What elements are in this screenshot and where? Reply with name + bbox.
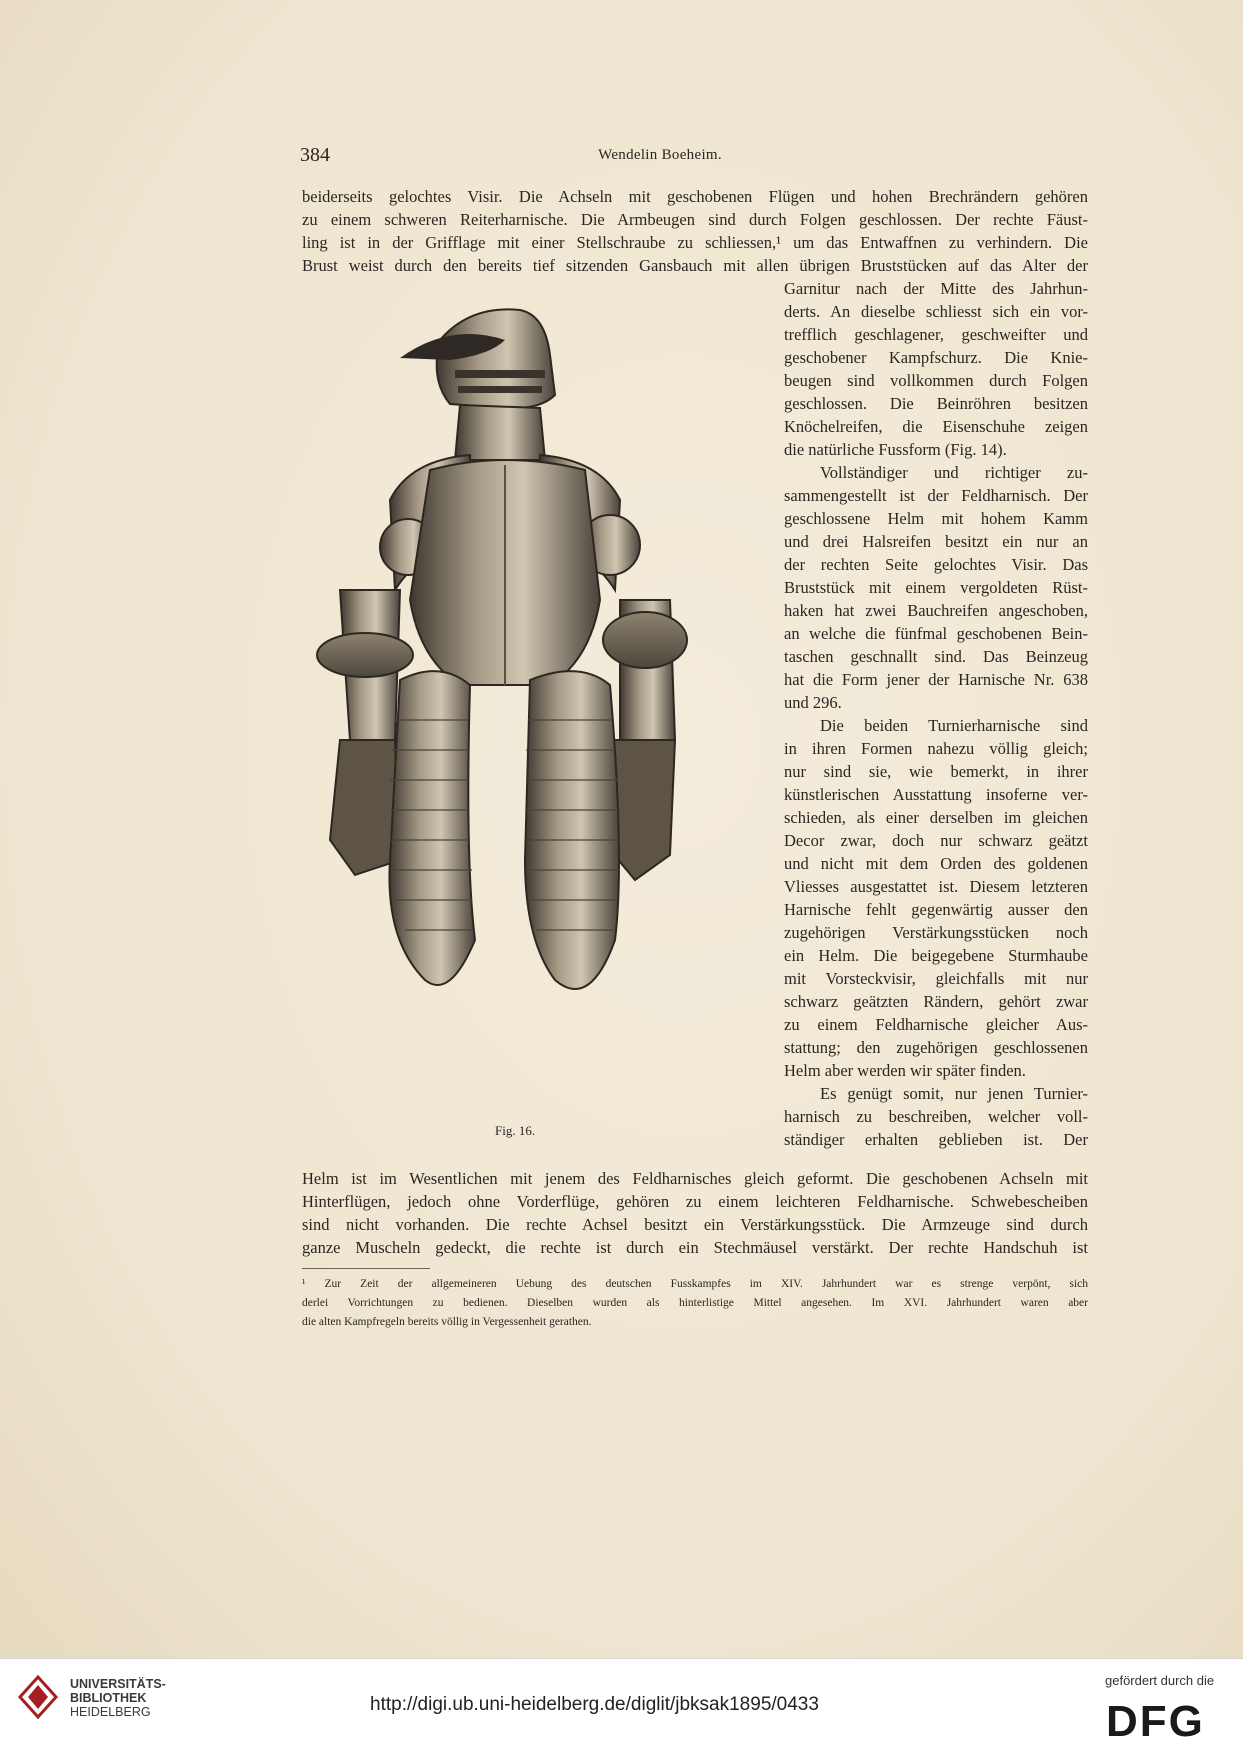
side-line: Harnische fehlt gegenwärtig ausser den bbox=[784, 900, 1088, 919]
side-line: und 296. bbox=[784, 693, 842, 712]
side-line: hat die Form jener der Harnische Nr. 638 bbox=[784, 670, 1088, 689]
side-line: Knöchelreifen, die Eisenschuhe zeigen bbox=[784, 417, 1088, 436]
body-line: Hinterflügen, jedoch ohne Vorderflüge, gehören zu einem leichteren Feldharnische. Schwebescheiben bbox=[302, 1192, 1088, 1211]
side-line: Helm aber werden wir später finden. bbox=[784, 1061, 1026, 1080]
side-line: Garnitur nach der Mitte des Jahrhun- bbox=[784, 279, 1088, 298]
side-line: Decor zwar, doch nur schwarz geätzt bbox=[784, 831, 1088, 850]
body-line: Brust weist durch den bereits tief sitzenden Gansbauch mit allen übrigen Bruststücken auf das Alter der bbox=[302, 256, 1088, 275]
side-line: nur sind sie, wie bemerkt, in ihrer bbox=[784, 762, 1088, 781]
side-line: harnisch zu beschreiben, welcher voll- bbox=[784, 1107, 1088, 1126]
side-line: sammengestellt ist der Feldharnisch. Der bbox=[784, 486, 1088, 505]
library-name bbox=[70, 1677, 166, 1719]
side-line: und nicht mit dem Orden des goldenen bbox=[784, 854, 1088, 873]
side-line: schwarz geätzten Rändern, gehört zwar bbox=[784, 992, 1088, 1011]
side-line: Vollständiger und richtiger zu- bbox=[820, 463, 1088, 482]
body-line: zu einem schweren Reiterharnische. Die Armbeugen sind durch Folgen geschlossen. Der rechte Fäust- bbox=[302, 210, 1088, 229]
side-line: trefflich geschlagener, geschweifter und bbox=[784, 325, 1088, 344]
figure-caption: Fig. 16. bbox=[495, 1123, 536, 1138]
body-line: beiderseits gelochtes Visir. Die Achseln mit geschobenen Flügen und hohen Brechrändern gehören bbox=[302, 187, 1088, 206]
side-line: derts. An dieselbe schliesst sich ein vor- bbox=[784, 302, 1088, 321]
funded-by-label: gefördert durch die bbox=[1105, 1673, 1215, 1688]
side-line: ständiger erhalten geblieben ist. Der bbox=[784, 1130, 1088, 1149]
side-line: zu einem Feldharnische gleicher Aus- bbox=[784, 1015, 1088, 1034]
side-line: ein Helm. Die beigegebene Sturmhaube bbox=[784, 946, 1088, 965]
side-line: geschlossene Helm mit hohem Kamm bbox=[784, 509, 1088, 528]
side-line: der rechten Seite gelochtes Visir. Das bbox=[784, 555, 1088, 574]
side-line: Die beiden Turnierharnische sind bbox=[820, 716, 1088, 735]
university-library-logo-icon bbox=[14, 1673, 62, 1723]
side-line: in ihren Formen nahezu völlig gleich; bbox=[784, 739, 1088, 758]
permalink-url[interactable]: http://digi.ub.uni-heidelberg.de/diglit/jbksak1895/0433 bbox=[370, 1694, 819, 1715]
side-line: schieden, als einer derselben im gleichen bbox=[784, 808, 1088, 827]
footnote-rule bbox=[302, 1268, 430, 1269]
side-line: beugen sind vollkommen durch Folgen bbox=[784, 371, 1088, 390]
running-head: Wendelin Boeheim. bbox=[598, 147, 722, 163]
side-line: Es genügt somit, nur jenen Turnier- bbox=[820, 1084, 1088, 1103]
body-line: ling ist in der Grifflage mit einer Stellschraube zu schliessen,¹ um das Entwaffnen zu verhindern. Die bbox=[302, 233, 1088, 252]
viewer-footer bbox=[0, 1658, 1243, 1749]
footnote-line: derlei Vorrichtungen zu bedienen. Dieselben wurden als hinterlistige Mittel angesehen. Im XVI. Jahrhundert waren aber bbox=[302, 1297, 1088, 1309]
body-line: Helm ist im Wesentlichen mit jenem des Feldharnisches gleich geformt. Die geschobenen Achseln mit bbox=[302, 1169, 1088, 1188]
side-line: haken hat zwei Bauchreifen angeschoben, bbox=[784, 601, 1088, 620]
dfg-logo: DFG bbox=[1106, 1697, 1205, 1746]
side-line: an welche die fünfmal geschobenen Bein- bbox=[784, 624, 1088, 643]
page-number: 384 bbox=[300, 144, 330, 166]
side-line: und drei Halsreifen besitzt ein nur an bbox=[784, 532, 1088, 551]
side-line: Vliesses ausgestattet ist. Diesem letzteren bbox=[784, 877, 1088, 896]
footnote-line: ¹ Zur Zeit der allgemeineren Uebung des deutschen Fusskampfes im XIV. Jahrhundert war es strenge verpönt, sich bbox=[302, 1278, 1088, 1290]
library-line-3: HEIDELBERG bbox=[70, 1705, 151, 1719]
side-line: geschobener Kampfschurz. Die Knie- bbox=[784, 348, 1088, 367]
library-line-2: BIBLIOTHEK bbox=[70, 1691, 147, 1705]
side-line: mit Vorsteckvisir, gleichfalls mit nur bbox=[784, 969, 1088, 988]
side-line: taschen geschnallt sind. Das Beinzeug bbox=[784, 647, 1088, 666]
footnote-line: die alten Kampfregeln bereits völlig in Vergessenheit gerathen. bbox=[302, 1316, 592, 1328]
library-line-1: UNIVERSITÄTS- bbox=[70, 1677, 166, 1691]
side-line: die natürliche Fussform (Fig. 14). bbox=[784, 440, 1007, 459]
armour-figure bbox=[300, 300, 750, 1110]
body-line: sind nicht vorhanden. Die rechte Achsel besitzt ein Verstärkungsstück. Die Armzeuge sind durch bbox=[302, 1215, 1088, 1234]
side-line: zugehörigen Verstärkungsstücken noch bbox=[784, 923, 1088, 942]
side-line: Bruststück mit einem vergoldeten Rüst- bbox=[784, 578, 1088, 597]
side-line: künstlerischen Ausstattung insoferne ver- bbox=[784, 785, 1088, 804]
body-line: ganze Muscheln gedeckt, die rechte ist durch ein Stechmäusel verstärkt. Der rechte Handschuh ist bbox=[302, 1238, 1088, 1257]
side-line: stattung; den zugehörigen geschlossenen bbox=[784, 1038, 1088, 1057]
side-line: geschlossen. Die Beinröhren besitzen bbox=[784, 394, 1088, 413]
